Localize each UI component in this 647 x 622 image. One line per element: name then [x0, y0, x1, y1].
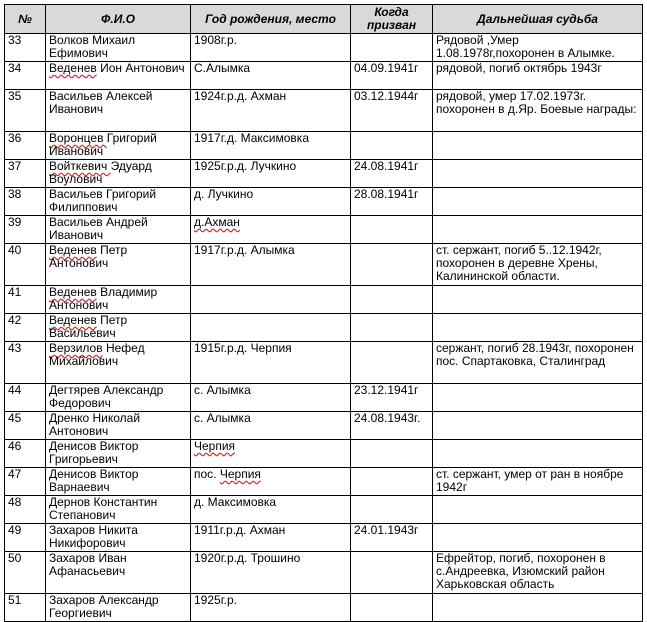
cell-year: с. Алымка: [191, 384, 351, 412]
cell-fate: [433, 216, 643, 244]
cell-num: 51: [5, 594, 46, 622]
cell-year: [191, 314, 351, 342]
spellcheck-underline: Веденев: [49, 285, 97, 299]
cell-name: Войткевич Эдуард Воулович: [46, 160, 191, 188]
table-row: [5, 594, 643, 622]
cell-name: Денисов Виктор Григорьевич: [46, 440, 191, 468]
cell-name: Дегтярев Александр Федорович: [46, 384, 191, 412]
cell-drafted: 24.08.1943г.: [351, 412, 433, 440]
table-row: [5, 160, 643, 188]
cell-drafted: [351, 216, 433, 244]
cell-num: 40: [5, 244, 46, 286]
cell-drafted: 24.08.1941г: [351, 160, 433, 188]
table-row: [5, 412, 643, 440]
cell-fate: [433, 594, 643, 622]
cell-drafted: [351, 594, 433, 622]
cell-year: 1925г.р.: [191, 594, 351, 622]
cell-year: 1920г.р.д. Трошино: [191, 552, 351, 594]
cell-fate: ст. сержант, погиб 5..12.1942г, похоронен в деревне Хрены, Калининской области.: [433, 244, 643, 286]
soldiers-table: [4, 4, 643, 622]
header-drafted: Когда призван: [351, 5, 433, 34]
cell-drafted: [351, 440, 433, 468]
cell-name: Захаров Никита Никифорович: [46, 524, 191, 552]
header-num: №: [5, 5, 46, 34]
cell-num: 37: [5, 160, 46, 188]
cell-year: [191, 440, 351, 468]
cell-num: 38: [5, 188, 46, 216]
spellcheck-underline: Черпия: [194, 439, 236, 453]
cell-year: 1917г.р.д. Алымка: [191, 244, 351, 286]
cell-name: Веденев Петр Антонович: [46, 244, 191, 286]
cell-drafted: [351, 468, 433, 496]
cell-num: 44: [5, 384, 46, 412]
cell-drafted: [351, 552, 433, 594]
header-fate: Дальнейшая судьба: [433, 5, 643, 34]
cell-fate: [433, 286, 643, 314]
cell-fate: рядовой, умер 17.02.1973г. похоронен в д.Яр. Боевые награды:: [433, 90, 643, 132]
spellcheck-underline: Веденев: [49, 313, 97, 327]
cell-fate: Рядовой ,Умер 1.08.1978г,похоронен в Алымке.: [433, 34, 643, 62]
cell-drafted: [351, 342, 433, 384]
cell-num: 35: [5, 90, 46, 132]
cell-fate: [433, 188, 643, 216]
spellcheck-underline: Воронцев: [49, 131, 107, 145]
cell-name: Денисов Виктор Варнаевич: [46, 468, 191, 496]
cell-year: д. Лучкино: [191, 188, 351, 216]
table-body: [5, 34, 643, 622]
cell-fate: [433, 524, 643, 552]
table-row: [5, 90, 643, 132]
cell-drafted: 04.09.1941г: [351, 62, 433, 90]
cell-num: 41: [5, 286, 46, 314]
table-row: [5, 524, 643, 552]
cell-year: 1908г.р.: [191, 34, 351, 62]
cell-num: 46: [5, 440, 46, 468]
cell-num: 43: [5, 342, 46, 384]
table-row: [5, 62, 643, 90]
cell-year: 1924г.р.д. Ахман: [191, 90, 351, 132]
cell-drafted: [351, 496, 433, 524]
spellcheck-underline: Черпия: [219, 467, 261, 481]
cell-drafted: 03.12.1944г: [351, 90, 433, 132]
cell-year: 1911г.р.д. Ахман: [191, 524, 351, 552]
cell-fate: [433, 314, 643, 342]
cell-drafted: [351, 314, 433, 342]
header-row: [5, 5, 643, 34]
table-row: [5, 384, 643, 412]
cell-num: 42: [5, 314, 46, 342]
cell-fate: [433, 384, 643, 412]
cell-fate: [433, 132, 643, 160]
cell-drafted: 24.01.1943г: [351, 524, 433, 552]
cell-num: 45: [5, 412, 46, 440]
cell-year: д. Максимовка: [191, 496, 351, 524]
cell-name: Васильев Алексей Иванович: [46, 90, 191, 132]
cell-num: 33: [5, 34, 46, 62]
cell-name: Дернов Константин Степанович: [46, 496, 191, 524]
table-row: [5, 132, 643, 160]
cell-year: 1915г.р.д. Черпия: [191, 342, 351, 384]
cell-drafted: 23.12.1941г: [351, 384, 433, 412]
cell-year: [191, 216, 351, 244]
cell-fate: [433, 440, 643, 468]
cell-name: Волков Михаил Ефимович: [46, 34, 191, 62]
header-year: Год рождения, место: [191, 5, 351, 34]
cell-num: 36: [5, 132, 46, 160]
table-row: [5, 216, 643, 244]
table-row: [5, 314, 643, 342]
cell-year: 1917г.д. Максимовка: [191, 132, 351, 160]
cell-name: Веденев Ион Антонович: [46, 62, 191, 90]
table-row: [5, 468, 643, 496]
cell-name: Веденев Владимир Антонович: [46, 286, 191, 314]
cell-num: 48: [5, 496, 46, 524]
cell-year: 1925г.р.д. Лучкино: [191, 160, 351, 188]
cell-year: с. Алымка: [191, 412, 351, 440]
table-row: [5, 342, 643, 384]
table-row: [5, 552, 643, 594]
cell-num: 39: [5, 216, 46, 244]
cell-fate: рядовой, погиб октябрь 1943г: [433, 62, 643, 90]
cell-num: 47: [5, 468, 46, 496]
table-row: [5, 496, 643, 524]
header-name: Ф.И.О: [46, 5, 191, 34]
cell-num: 34: [5, 62, 46, 90]
spellcheck-underline: Веденев: [49, 243, 97, 257]
cell-drafted: [351, 132, 433, 160]
cell-name: Васильев Григорий Филиппович: [46, 188, 191, 216]
table-row: [5, 188, 643, 216]
cell-year: С.Алымка: [191, 62, 351, 90]
spellcheck-underline: Веденев: [49, 61, 97, 75]
cell-drafted: [351, 244, 433, 286]
cell-drafted: 28.08.1941г: [351, 188, 433, 216]
table-row: [5, 440, 643, 468]
table-row: [5, 34, 643, 62]
cell-year: пос. Черпия: [191, 468, 351, 496]
cell-drafted: [351, 34, 433, 62]
cell-num: 49: [5, 524, 46, 552]
cell-name: Веденев Петр Васильевич: [46, 314, 191, 342]
cell-name: Дренко Николай Антонович: [46, 412, 191, 440]
cell-drafted: [351, 286, 433, 314]
spellcheck-underline: д.Ахман: [194, 215, 240, 229]
cell-fate: сержант, погиб 28.1943г, похоронен пос. Спартаковка, Сталинград: [433, 342, 643, 384]
spellcheck-underline: Верзилов: [49, 341, 103, 355]
cell-fate: [433, 496, 643, 524]
cell-fate: [433, 160, 643, 188]
cell-name: Васильев Андрей Иванович: [46, 216, 191, 244]
cell-name: Воронцев Григорий Иванович: [46, 132, 191, 160]
spellcheck-underline: Войткевич: [49, 159, 111, 173]
table-row: [5, 244, 643, 286]
table-row: [5, 286, 643, 314]
cell-fate: ст. сержант, умер от ран в ноябре 1942г: [433, 468, 643, 496]
cell-name: Захаров Александр Георгиевич: [46, 594, 191, 622]
cell-fate: Ефрейтор, погиб, похоронен в с.Андреевка, Изюмский район Харьковская область: [433, 552, 643, 594]
cell-name: Верзилов Нефед Михайлович: [46, 342, 191, 384]
cell-fate: [433, 412, 643, 440]
cell-year: [191, 286, 351, 314]
cell-num: 50: [5, 552, 46, 594]
cell-name: Захаров Иван Афанасьевич: [46, 552, 191, 594]
